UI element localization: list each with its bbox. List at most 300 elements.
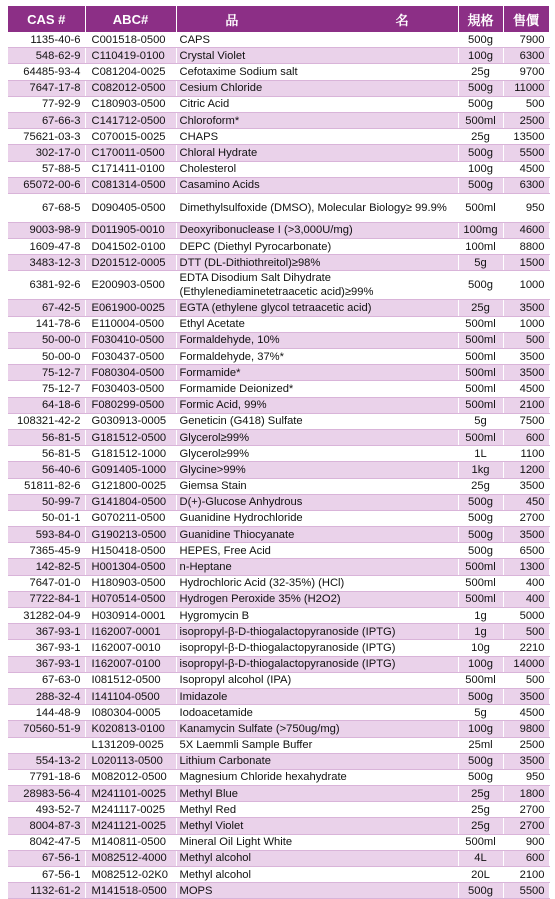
size-cell: 500ml <box>458 316 503 332</box>
table-row <box>8 413 549 429</box>
price-cell: 400 <box>503 591 549 607</box>
cas-cell: 367-93-1 <box>8 656 85 672</box>
cas-cell: 3483-12-3 <box>8 255 85 271</box>
price-cell: 7500 <box>503 413 549 429</box>
abc-cell: D201512-0005 <box>85 255 176 271</box>
abc-cell: M241121-0025 <box>85 818 176 834</box>
size-cell: 25g <box>458 786 503 802</box>
table-row <box>8 161 549 177</box>
cas-cell: 7647-17-8 <box>8 80 85 96</box>
price-cell: 13500 <box>503 129 549 145</box>
name-cell: Deoxyribonuclease I (>3,000U/mg) <box>176 222 458 238</box>
table-row <box>8 446 549 462</box>
cas-cell: 6381-92-6 <box>8 271 85 300</box>
abc-cell: G070211-0500 <box>85 510 176 526</box>
cas-cell: 7791-18-6 <box>8 769 85 785</box>
cas-cell: 75-12-7 <box>8 365 85 381</box>
table-row <box>8 608 549 624</box>
table-row <box>8 316 549 332</box>
cas-cell: 9003-98-9 <box>8 222 85 238</box>
abc-cell: M241117-0025 <box>85 802 176 818</box>
price-cell: 1500 <box>503 255 549 271</box>
cas-cell: 65072-00-6 <box>8 177 85 193</box>
table-row <box>8 834 549 850</box>
cas-cell: 7365-45-9 <box>8 543 85 559</box>
name-cell: Formaldehyde, 37%* <box>176 349 458 365</box>
price-cell: 3500 <box>503 365 549 381</box>
price-table <box>8 6 550 899</box>
name-cell: Formamide Deionized* <box>176 381 458 397</box>
price-cell: 1300 <box>503 559 549 575</box>
abc-cell: H001304-0500 <box>85 559 176 575</box>
price-cell: 3500 <box>503 300 549 316</box>
abc-cell: C081204-0025 <box>85 64 176 80</box>
cas-cell: 554-13-2 <box>8 753 85 769</box>
name-cell: Methyl Red <box>176 802 458 818</box>
name-cell: Methyl alcohol <box>176 867 458 883</box>
name-cell: EDTA Disodium Salt Dihydrate (Ethylenediaminetetraacetic acid)≥99% <box>176 271 458 300</box>
size-cell: 500g <box>458 543 503 559</box>
name-cell: Hygromycin B <box>176 608 458 624</box>
table-row <box>8 381 549 397</box>
table-row <box>8 867 549 883</box>
abc-cell: I080304-0005 <box>85 705 176 721</box>
name-cell: Chloral Hydrate <box>176 145 458 161</box>
size-cell: 500g <box>458 145 503 161</box>
name-cell: Crystal Violet <box>176 48 458 64</box>
size-cell: 25g <box>458 802 503 818</box>
name-cell: Giemsa Stain <box>176 478 458 494</box>
size-cell: 5g <box>458 705 503 721</box>
cas-cell: 67-56-1 <box>8 850 85 866</box>
abc-cell: G121800-0025 <box>85 478 176 494</box>
abc-cell: M082512-4000 <box>85 850 176 866</box>
name-cell: Iodoacetamide <box>176 705 458 721</box>
table-row <box>8 769 549 785</box>
cas-cell: 50-99-7 <box>8 494 85 510</box>
cas-cell: 7647-01-0 <box>8 575 85 591</box>
name-cell: Cesium Chloride <box>176 80 458 96</box>
name-cell: EGTA (ethylene glycol tetraacetic acid) <box>176 300 458 316</box>
table-row <box>8 591 549 607</box>
abc-cell: L131209-0025 <box>85 737 176 753</box>
name-cell: Chloroform* <box>176 112 458 128</box>
size-cell: 500ml <box>458 112 503 128</box>
table-row <box>8 624 549 640</box>
table-row <box>8 575 549 591</box>
name-cell: Methyl alcohol <box>176 850 458 866</box>
price-cell: 8800 <box>503 239 549 255</box>
size-cell: 20L <box>458 867 503 883</box>
price-cell: 4600 <box>503 222 549 238</box>
table-row <box>8 656 549 672</box>
abc-cell: G181512-0500 <box>85 429 176 445</box>
size-cell: 500g <box>458 80 503 96</box>
size-cell: 100mg <box>458 222 503 238</box>
name-cell: isopropyl-β-D-thiogalactopyranoside (IPTG) <box>176 656 458 672</box>
price-cell: 3500 <box>503 527 549 543</box>
table-row <box>8 32 549 48</box>
table-row <box>8 429 549 445</box>
cas-cell: 141-78-6 <box>8 316 85 332</box>
cas-cell <box>8 737 85 753</box>
cas-cell: 1132-61-2 <box>8 883 85 899</box>
table-row <box>8 177 549 193</box>
name-cell: Geneticin (G418) Sulfate <box>176 413 458 429</box>
table-row <box>8 818 549 834</box>
size-cell: 100g <box>458 48 503 64</box>
table-row <box>8 255 549 271</box>
size-cell: 100g <box>458 656 503 672</box>
price-cell: 2100 <box>503 397 549 413</box>
table-row <box>8 397 549 413</box>
table-row <box>8 850 549 866</box>
size-cell: 25g <box>458 300 503 316</box>
abc-cell: E110004-0500 <box>85 316 176 332</box>
name-cell: Lithium Carbonate <box>176 753 458 769</box>
table-body <box>8 32 549 899</box>
cas-cell: 51811-82-6 <box>8 478 85 494</box>
cas-cell: 1609-47-8 <box>8 239 85 255</box>
abc-cell: G190213-0500 <box>85 527 176 543</box>
cas-cell: 142-82-5 <box>8 559 85 575</box>
price-cell: 4500 <box>503 705 549 721</box>
abc-cell: C001518-0500 <box>85 32 176 48</box>
size-cell: 5g <box>458 413 503 429</box>
abc-cell: I081512-0500 <box>85 672 176 688</box>
abc-cell: M241101-0025 <box>85 786 176 802</box>
table-row <box>8 883 549 899</box>
size-cell: 500ml <box>458 591 503 607</box>
abc-cell: G091405-1000 <box>85 462 176 478</box>
name-cell: n-Heptane <box>176 559 458 575</box>
cas-cell: 31282-04-9 <box>8 608 85 624</box>
abc-cell: G030913-0005 <box>85 413 176 429</box>
name-cell: Magnesium Chloride hexahydrate <box>176 769 458 785</box>
name-cell: DEPC (Diethyl Pyrocarbonate) <box>176 239 458 255</box>
cas-cell: 367-93-1 <box>8 640 85 656</box>
size-cell: 500ml <box>458 559 503 575</box>
size-cell: 100g <box>458 721 503 737</box>
header-name-right: 名 <box>395 12 409 28</box>
cas-cell: 108321-42-2 <box>8 413 85 429</box>
cas-cell: 8004-87-3 <box>8 818 85 834</box>
cas-cell: 70560-51-9 <box>8 721 85 737</box>
size-cell: 500ml <box>458 193 503 222</box>
abc-cell: E061900-0025 <box>85 300 176 316</box>
cas-cell: 1135-40-6 <box>8 32 85 48</box>
price-cell: 500 <box>503 332 549 348</box>
size-cell: 500g <box>458 177 503 193</box>
size-cell: 1g <box>458 624 503 640</box>
size-cell: 500ml <box>458 349 503 365</box>
abc-cell: C141712-0500 <box>85 112 176 128</box>
abc-cell: H070514-0500 <box>85 591 176 607</box>
name-cell: Methyl Violet <box>176 818 458 834</box>
abc-cell: C070015-0025 <box>85 129 176 145</box>
size-cell: 500g <box>458 96 503 112</box>
table-row <box>8 688 549 704</box>
name-cell: CAPS <box>176 32 458 48</box>
name-cell: Guanidine Thiocyanate <box>176 527 458 543</box>
price-cell: 3500 <box>503 349 549 365</box>
abc-cell: E200903-0500 <box>85 271 176 300</box>
abc-cell: H150418-0500 <box>85 543 176 559</box>
price-cell: 6500 <box>503 543 549 559</box>
cas-cell: 56-40-6 <box>8 462 85 478</box>
name-cell: Hydrogen Peroxide 35% (H2O2) <box>176 591 458 607</box>
price-cell: 2500 <box>503 112 549 128</box>
price-cell: 1000 <box>503 271 549 300</box>
price-cell: 9800 <box>503 721 549 737</box>
size-cell: 500ml <box>458 834 503 850</box>
table-row <box>8 753 549 769</box>
abc-cell: F030403-0500 <box>85 381 176 397</box>
header-size: 規格 <box>458 6 503 32</box>
price-cell: 950 <box>503 193 549 222</box>
size-cell: 500g <box>458 688 503 704</box>
name-cell: Formic Acid, 99% <box>176 397 458 413</box>
cas-cell: 548-62-9 <box>8 48 85 64</box>
abc-cell: H180903-0500 <box>85 575 176 591</box>
abc-cell: C171411-0100 <box>85 161 176 177</box>
price-cell: 5500 <box>503 883 549 899</box>
abc-cell: C110419-0100 <box>85 48 176 64</box>
size-cell: 500g <box>458 527 503 543</box>
abc-cell: K020813-0100 <box>85 721 176 737</box>
price-cell: 4500 <box>503 381 549 397</box>
abc-cell: H030914-0001 <box>85 608 176 624</box>
price-cell: 900 <box>503 834 549 850</box>
name-cell: Glycine>99% <box>176 462 458 478</box>
name-cell: Formamide* <box>176 365 458 381</box>
cas-cell: 7722-84-1 <box>8 591 85 607</box>
name-cell: Isopropyl alcohol (IPA) <box>176 672 458 688</box>
abc-cell: M082512-02K0 <box>85 867 176 883</box>
price-cell: 4500 <box>503 161 549 177</box>
price-cell: 1800 <box>503 786 549 802</box>
cas-cell: 144-48-9 <box>8 705 85 721</box>
abc-cell: I141104-0500 <box>85 688 176 704</box>
name-cell: Mineral Oil Light White <box>176 834 458 850</box>
name-cell: isopropyl-β-D-thiogalactopyranoside (IPTG) <box>176 624 458 640</box>
size-cell: 1g <box>458 608 503 624</box>
table-row <box>8 527 549 543</box>
header-price: 售價 <box>503 6 549 32</box>
table-row <box>8 786 549 802</box>
abc-cell: F030437-0500 <box>85 349 176 365</box>
size-cell: 25g <box>458 478 503 494</box>
size-cell: 500g <box>458 510 503 526</box>
abc-cell: G141804-0500 <box>85 494 176 510</box>
cas-cell: 593-84-0 <box>8 527 85 543</box>
name-cell: Ethyl Acetate <box>176 316 458 332</box>
cas-cell: 75-12-7 <box>8 381 85 397</box>
cas-cell: 56-81-5 <box>8 429 85 445</box>
size-cell: 500ml <box>458 397 503 413</box>
price-cell: 14000 <box>503 656 549 672</box>
table-row <box>8 271 549 300</box>
cas-cell: 50-01-1 <box>8 510 85 526</box>
name-cell: Formaldehyde, 10% <box>176 332 458 348</box>
cas-cell: 77-92-9 <box>8 96 85 112</box>
size-cell: 500ml <box>458 381 503 397</box>
abc-cell: I162007-0010 <box>85 640 176 656</box>
table-row <box>8 721 549 737</box>
cas-cell: 67-63-0 <box>8 672 85 688</box>
price-cell: 2700 <box>503 818 549 834</box>
size-cell: 500g <box>458 753 503 769</box>
abc-cell: M141518-0500 <box>85 883 176 899</box>
price-cell: 7900 <box>503 32 549 48</box>
cas-cell: 302-17-0 <box>8 145 85 161</box>
cas-cell: 56-81-5 <box>8 446 85 462</box>
abc-cell: F080304-0500 <box>85 365 176 381</box>
abc-cell: M140811-0500 <box>85 834 176 850</box>
cas-cell: 64-18-6 <box>8 397 85 413</box>
cas-cell: 75621-03-3 <box>8 129 85 145</box>
price-cell: 2100 <box>503 867 549 883</box>
price-cell: 450 <box>503 494 549 510</box>
price-cell: 600 <box>503 850 549 866</box>
cas-cell: 50-00-0 <box>8 332 85 348</box>
price-cell: 600 <box>503 429 549 445</box>
abc-cell: C082012-0500 <box>85 80 176 96</box>
name-cell: D(+)-Glucose Anhydrous <box>176 494 458 510</box>
price-cell: 1200 <box>503 462 549 478</box>
cas-cell: 67-68-5 <box>8 193 85 222</box>
abc-cell: C081314-0500 <box>85 177 176 193</box>
size-cell: 25g <box>458 818 503 834</box>
price-cell: 1100 <box>503 446 549 462</box>
table-row <box>8 510 549 526</box>
size-cell: 1kg <box>458 462 503 478</box>
abc-cell: L020113-0500 <box>85 753 176 769</box>
table-row <box>8 494 549 510</box>
table-header <box>8 6 549 32</box>
abc-cell: C180903-0500 <box>85 96 176 112</box>
name-cell: Citric Acid <box>176 96 458 112</box>
size-cell: 500ml <box>458 672 503 688</box>
table-row <box>8 332 549 348</box>
name-cell: Hydrochloric Acid (32-35%) (HCl) <box>176 575 458 591</box>
abc-cell: D011905-0010 <box>85 222 176 238</box>
table-row <box>8 802 549 818</box>
size-cell: 1L <box>458 446 503 462</box>
header-cas: CAS # <box>8 6 85 32</box>
cas-cell: 64485-93-4 <box>8 64 85 80</box>
table-row <box>8 96 549 112</box>
size-cell: 500ml <box>458 575 503 591</box>
name-cell: Methyl Blue <box>176 786 458 802</box>
price-cell: 2700 <box>503 802 549 818</box>
price-cell: 400 <box>503 575 549 591</box>
abc-cell: C170011-0500 <box>85 145 176 161</box>
abc-cell: G181512-1000 <box>85 446 176 462</box>
table-row <box>8 48 549 64</box>
price-cell: 2210 <box>503 640 549 656</box>
price-cell: 3500 <box>503 688 549 704</box>
name-cell: CHAPS <box>176 129 458 145</box>
price-cell: 950 <box>503 769 549 785</box>
size-cell: 25g <box>458 129 503 145</box>
table-row <box>8 365 549 381</box>
name-cell: DTT (DL-Dithiothreitol)≥98% <box>176 255 458 271</box>
size-cell: 100ml <box>458 239 503 255</box>
abc-cell: F030410-0500 <box>85 332 176 348</box>
cas-cell: 8042-47-5 <box>8 834 85 850</box>
abc-cell: D090405-0500 <box>85 193 176 222</box>
name-cell: Casamino Acids <box>176 177 458 193</box>
price-cell: 9700 <box>503 64 549 80</box>
size-cell: 500ml <box>458 365 503 381</box>
header-abc: ABC# <box>85 6 176 32</box>
cas-cell: 493-52-7 <box>8 802 85 818</box>
table-row <box>8 112 549 128</box>
table-row <box>8 559 549 575</box>
size-cell: 500g <box>458 32 503 48</box>
price-cell: 5000 <box>503 608 549 624</box>
cas-cell: 67-56-1 <box>8 867 85 883</box>
table-row <box>8 129 549 145</box>
cas-cell: 367-93-1 <box>8 624 85 640</box>
size-cell: 10g <box>458 640 503 656</box>
cas-cell: 50-00-0 <box>8 349 85 365</box>
table-row <box>8 222 549 238</box>
size-cell: 500ml <box>458 332 503 348</box>
table-row <box>8 640 549 656</box>
cas-cell: 67-66-3 <box>8 112 85 128</box>
abc-cell: M082012-0500 <box>85 769 176 785</box>
size-cell: 100g <box>458 161 503 177</box>
price-cell: 3500 <box>503 753 549 769</box>
table-row <box>8 462 549 478</box>
price-cell: 5500 <box>503 145 549 161</box>
price-cell: 11000 <box>503 80 549 96</box>
price-cell: 500 <box>503 672 549 688</box>
name-cell: Glycerol≥99% <box>176 429 458 445</box>
size-cell: 500g <box>458 883 503 899</box>
price-cell: 6300 <box>503 177 549 193</box>
price-cell: 2500 <box>503 737 549 753</box>
abc-cell: I162007-0001 <box>85 624 176 640</box>
table-row <box>8 300 549 316</box>
cas-cell: 67-42-5 <box>8 300 85 316</box>
size-cell: 4L <box>458 850 503 866</box>
name-cell: Cefotaxime Sodium salt <box>176 64 458 80</box>
table-row <box>8 543 549 559</box>
name-cell: HEPES, Free Acid <box>176 543 458 559</box>
size-cell: 25ml <box>458 737 503 753</box>
size-cell: 500ml <box>458 429 503 445</box>
header-name <box>176 6 458 32</box>
name-cell: MOPS <box>176 883 458 899</box>
name-cell: isopropyl-β-D-thiogalactopyranoside (IPTG) <box>176 640 458 656</box>
table-row <box>8 64 549 80</box>
table-row <box>8 193 549 222</box>
price-cell: 500 <box>503 96 549 112</box>
cas-cell: 28983-56-4 <box>8 786 85 802</box>
price-cell: 1000 <box>503 316 549 332</box>
name-cell: Imidazole <box>176 688 458 704</box>
price-list <box>8 6 549 899</box>
abc-cell: I162007-0100 <box>85 656 176 672</box>
name-cell: Dimethylsulfoxide (DMSO), Molecular Biology≥ 99.9% <box>176 193 458 222</box>
name-cell: Guanidine Hydrochloride <box>176 510 458 526</box>
size-cell: 25g <box>458 64 503 80</box>
table-row <box>8 349 549 365</box>
table-row <box>8 737 549 753</box>
